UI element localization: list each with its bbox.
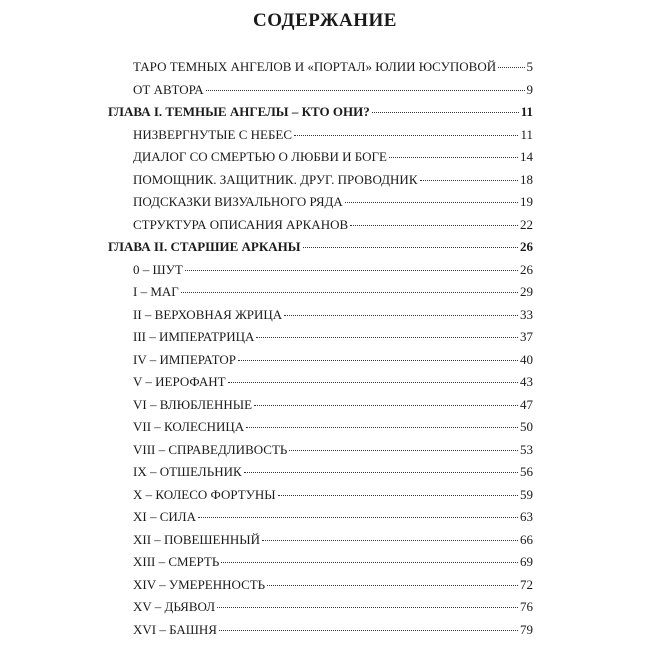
toc-entry — [133, 622, 533, 640]
toc-entry-page-number: 37 — [520, 329, 533, 344]
toc-entry-page-number: 22 — [520, 216, 533, 232]
dot-leader — [181, 292, 518, 293]
dot-leader — [498, 67, 524, 68]
toc-entry-label: IV – ИМПЕРАТОР — [133, 351, 236, 367]
toc-entry-label: II – ВЕРХОВНАЯ ЖРИЦА — [133, 306, 283, 322]
toc-entry-page-number: 63 — [520, 509, 533, 524]
dot-leader — [289, 450, 518, 451]
toc-entry-page-number: 9 — [526, 81, 533, 97]
toc-entry-page-number: 40 — [520, 351, 533, 367]
toc-entry-label: VI – ВЛЮБЛЕННЫЕ — [133, 396, 253, 412]
dot-leader — [389, 157, 518, 158]
toc-entry-label: XV – ДЬЯВОЛ — [133, 599, 216, 614]
dot-leader — [372, 112, 519, 113]
toc-entry-page-number: 47 — [520, 396, 533, 412]
toc-entry-label: XIV – УМЕРЕННОСТЬ — [133, 576, 266, 592]
toc-entry-page-number: 43 — [520, 374, 533, 389]
toc-entry — [133, 217, 533, 235]
toc-entry-page-number: 5 — [526, 59, 533, 74]
toc-entry-label: ПОДСКАЗКИ ВИЗУАЛЬНОГО РЯДА — [133, 194, 343, 209]
toc-entry-page-number: 69 — [520, 554, 533, 569]
toc-entry-label: 0 – ШУТ — [133, 261, 183, 277]
toc-entry — [133, 554, 533, 572]
dot-leader — [254, 405, 518, 406]
toc-entry-label: ГЛАВА II. СТАРШИЕ АРКАНЫ — [108, 239, 301, 254]
dot-leader — [185, 270, 518, 271]
toc-entry-label: V – ИЕРОФАНТ — [133, 374, 226, 389]
toc-entry-page-number: 33 — [520, 306, 533, 322]
toc-entry — [133, 127, 533, 145]
toc-entry — [133, 149, 533, 167]
toc-entry-label: XI – СИЛА — [133, 509, 196, 524]
toc-entry — [133, 352, 533, 370]
toc-entry-page-number: 56 — [520, 464, 533, 479]
dot-leader — [206, 90, 525, 91]
toc-entry-page-number: 53 — [520, 441, 533, 457]
toc-entry-page-number: 29 — [520, 284, 533, 299]
toc-entry — [133, 307, 533, 325]
toc-entry — [133, 82, 533, 100]
toc-entry-label: НИЗВЕРГНУТЫЕ С НЕБЕС — [133, 126, 293, 142]
toc-entry-label: XVI – БАШНЯ — [133, 621, 217, 637]
toc-entry-page-number: 11 — [520, 126, 533, 142]
toc-entry-label: ОТ АВТОРА — [133, 81, 204, 97]
dot-leader — [238, 360, 518, 361]
dot-leader — [262, 540, 518, 541]
toc-entry-page-number: 14 — [520, 149, 533, 164]
toc-entry — [133, 374, 533, 392]
dot-leader — [350, 225, 518, 226]
dot-leader — [221, 562, 518, 563]
toc-entry-page-number: 79 — [520, 621, 533, 637]
toc-entry-label: ГЛАВА I. ТЕМНЫЕ АНГЕЛЫ – КТО ОНИ? — [108, 104, 370, 119]
toc-entry — [133, 464, 533, 482]
toc-entry-page-number: 26 — [520, 239, 533, 254]
toc-entry — [133, 59, 533, 77]
toc-entry-page-number: 76 — [520, 599, 533, 614]
toc-entry — [133, 284, 533, 302]
toc-entry-page-number: 50 — [520, 419, 533, 434]
toc-entry-label: XIII – СМЕРТЬ — [133, 554, 220, 569]
toc-entry — [133, 262, 533, 280]
toc-entry-page-number: 11 — [520, 104, 533, 119]
page-title: СОДЕРЖАНИЕ — [253, 10, 397, 31]
dot-leader — [198, 517, 518, 518]
dot-leader — [244, 472, 518, 473]
toc-entry-page-number: 18 — [520, 171, 533, 187]
toc-chapter-entry — [108, 239, 533, 257]
dot-leader — [303, 247, 518, 248]
toc-entry-label: ТАРО ТЕМНЫХ АНГЕЛОВ И «ПОРТАЛ» ЮЛИИ ЮСУПОВОЙ — [133, 59, 497, 74]
toc-entry-label: III – ИМПЕРАТРИЦА — [133, 329, 255, 344]
dot-leader — [219, 630, 518, 631]
toc-entry — [133, 577, 533, 595]
toc-entry-label: XII – ПОВЕШЕННЫЙ — [133, 531, 260, 547]
toc-entry-label: I – МАГ — [133, 284, 179, 299]
toc-entry-page-number: 19 — [520, 194, 533, 209]
toc-entry — [133, 509, 533, 527]
dot-leader — [420, 180, 519, 181]
toc-chapter-entry — [108, 104, 533, 122]
toc-entry-label: СТРУКТУРА ОПИСАНИЯ АРКАНОВ — [133, 216, 349, 232]
toc-entry — [133, 442, 533, 460]
toc-entry-label: ПОМОЩНИК. ЗАЩИТНИК. ДРУГ. ПРОВОДНИК — [133, 171, 418, 187]
toc-entry-page-number: 72 — [520, 576, 533, 592]
dot-leader — [267, 585, 518, 586]
dot-leader — [228, 382, 518, 383]
dot-leader — [284, 315, 518, 316]
toc-entry-page-number: 59 — [520, 486, 533, 502]
dot-leader — [294, 135, 518, 136]
toc-entry — [133, 599, 533, 617]
toc-entry-page-number: 26 — [520, 261, 533, 277]
toc-entry — [133, 532, 533, 550]
toc-entry-page-number: 66 — [520, 531, 533, 547]
toc-entry-label: X – КОЛЕСО ФОРТУНЫ — [133, 486, 276, 502]
toc-entry — [133, 419, 533, 437]
dot-leader — [278, 495, 518, 496]
toc-entry — [133, 487, 533, 505]
toc-entry-label: ДИАЛОГ СО СМЕРТЬЮ О ЛЮБВИ И БОГЕ — [133, 149, 387, 164]
dot-leader — [256, 337, 518, 338]
dot-leader — [246, 427, 518, 428]
toc-entry — [133, 172, 533, 190]
toc-entry-label: IX – ОТШЕЛЬНИК — [133, 464, 242, 479]
toc-entry — [133, 329, 533, 347]
toc-entry-label: VII – КОЛЕСНИЦА — [133, 419, 245, 434]
dot-leader — [217, 607, 518, 608]
toc-entry — [133, 397, 533, 415]
toc-entry-label: VIII – СПРАВЕДЛИВОСТЬ — [133, 441, 288, 457]
dot-leader — [345, 202, 518, 203]
toc-entry — [133, 194, 533, 212]
